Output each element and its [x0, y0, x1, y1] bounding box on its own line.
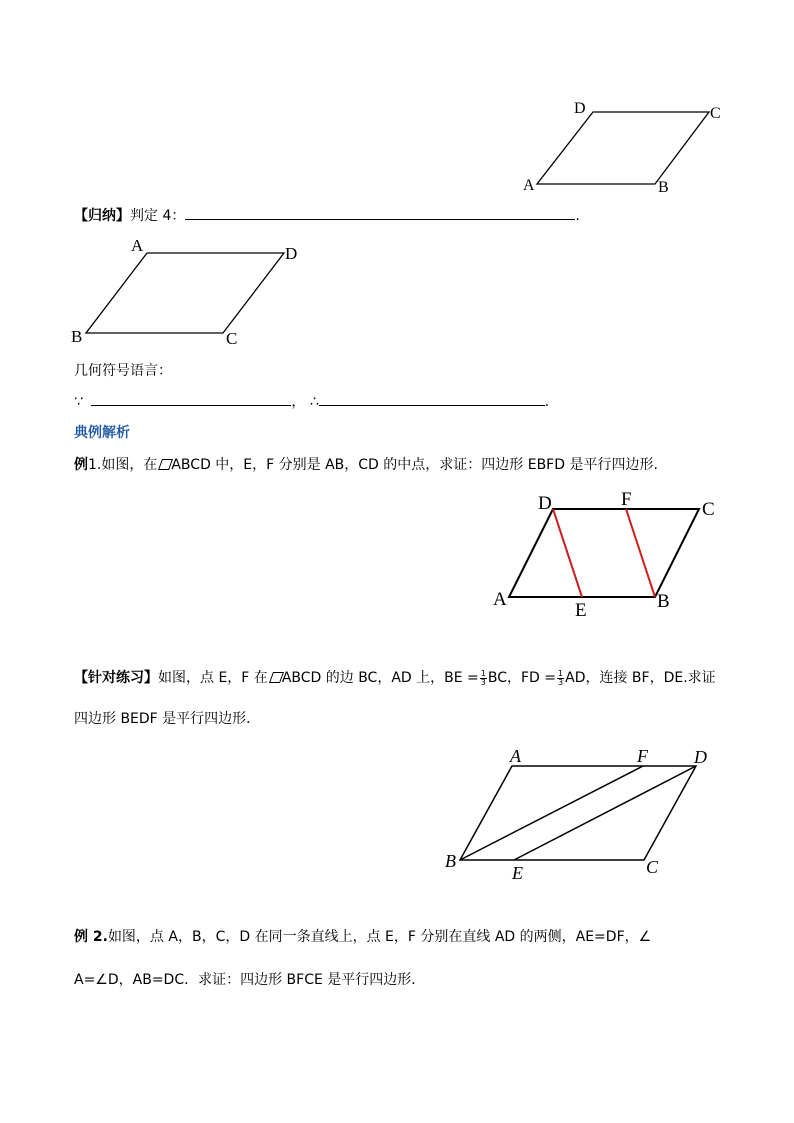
vertex-label-b: B: [658, 179, 669, 196]
answer-blank[interactable]: [185, 205, 575, 220]
separator: ，: [291, 394, 306, 410]
segment-de: [553, 509, 582, 597]
vertex-label-d: D: [694, 747, 707, 767]
vertex-label-f: F: [621, 489, 632, 510]
vertex-label-c: C: [702, 499, 715, 520]
vertex-label-d: D: [538, 493, 552, 514]
example2-line1: [74, 928, 651, 946]
figure-parallelogram-ebfd: [488, 485, 728, 625]
parallelogram-shape: [460, 766, 696, 860]
practice-seg2: ABCD 的边 BC，AD 上，BE =: [281, 670, 479, 686]
because-symbol: ∵: [74, 394, 83, 410]
vertex-label-c: C: [646, 857, 659, 877]
practice-seg4: AD，连接 BF，DE.求证: [565, 670, 716, 686]
fraction-one-third: $\frac{1}{3}$: [480, 668, 486, 687]
summary-line: [74, 205, 580, 225]
vertex-label-a: A: [510, 746, 521, 766]
summary-end: .: [575, 208, 580, 224]
parallelogram-shape: [509, 509, 699, 597]
practice-label: 【针对练习】: [74, 670, 158, 686]
segment-bf: [626, 509, 655, 597]
summary-text: 判定 4：: [130, 208, 186, 224]
vertex-label-c: C: [226, 329, 238, 348]
example1-pre: 1.如图，在: [88, 457, 158, 473]
vertex-label-a: A: [493, 589, 507, 610]
vertex-label-e: E: [575, 600, 587, 621]
fraction-one-third: $\frac{1}{3}$: [558, 668, 564, 687]
parallelogram-symbol-icon: [157, 459, 171, 469]
practice-line2: 四边形 BEDF 是平行四边形．: [74, 711, 261, 727]
segment-bf: [460, 766, 643, 860]
example2-line1-text: 如图，点 A，B，C，D 在同一条直线上，点 E，F 分别在直线 AD 的两侧，AE=DF，∠: [107, 929, 652, 945]
because-blank[interactable]: [91, 391, 291, 406]
example2-label: 例 2.: [74, 929, 108, 945]
vertex-label-e: E: [512, 863, 523, 883]
vertex-label-b: B: [657, 591, 670, 612]
practice-seg1: 如图，点 E，F 在: [158, 670, 268, 686]
parallelogram-shape: [86, 253, 284, 333]
vertex-label-b: B: [71, 327, 83, 346]
practice-line1: [74, 669, 716, 687]
section-title: 典例解析: [74, 425, 130, 441]
example1-post: ABCD 中，E，F 分别是 AB，CD 的中点，求证：四边形 EBFD 是平行四边形.: [171, 457, 658, 473]
example2-line2: A=∠D，AB=DC．求证：四边形 BFCE 是平行四边形．: [74, 972, 426, 988]
vertex-label-d: D: [285, 244, 298, 263]
vertex-label-c: C: [710, 105, 721, 122]
vertex-label-a: A: [131, 236, 144, 255]
figure-parallelogram-1: [510, 92, 740, 202]
parallelogram-shape: [537, 112, 709, 184]
figure-parallelogram-2: [66, 232, 316, 352]
symbol-language-line: [74, 391, 549, 411]
vertex-label-d: D: [574, 100, 586, 117]
parallelogram-symbol-icon: [268, 672, 282, 682]
example1-text: [74, 456, 658, 474]
therefore-blank[interactable]: [319, 391, 545, 406]
symbol-language-title: 几何符号语言：: [74, 363, 172, 379]
example1-label: 例: [74, 457, 88, 473]
vertex-label-a: A: [523, 177, 535, 194]
figure-parallelogram-bedf: [440, 740, 730, 885]
line-end: .: [544, 394, 550, 410]
practice-seg3: BC，FD =: [487, 670, 557, 686]
therefore-symbol: ∴: [309, 394, 319, 410]
summary-label: 【归纳】: [74, 208, 130, 224]
segment-ed: [514, 766, 696, 860]
vertex-label-b: B: [445, 851, 456, 871]
vertex-label-f: F: [637, 746, 648, 766]
